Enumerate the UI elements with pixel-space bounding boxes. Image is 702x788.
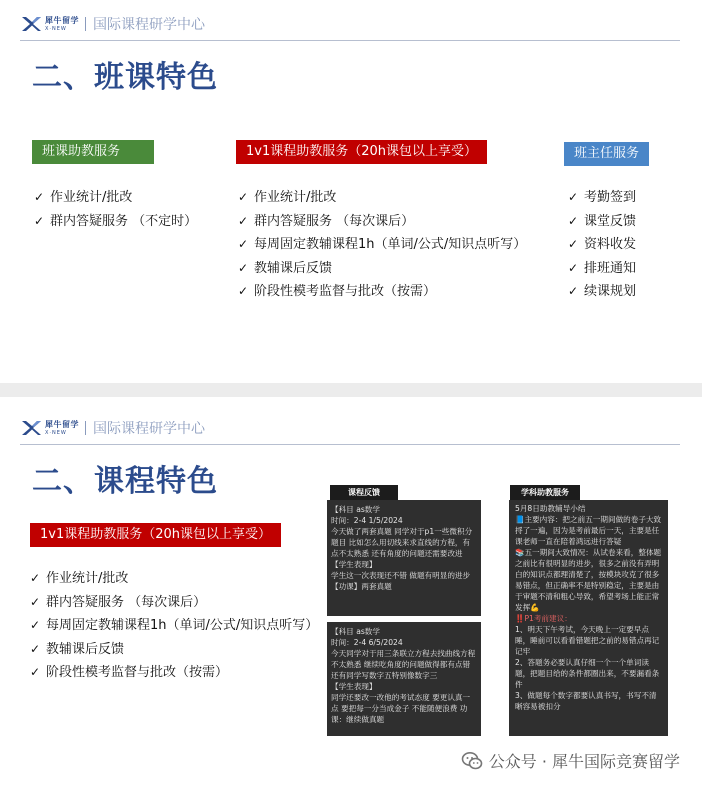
- wechat-icon: [461, 750, 483, 772]
- card-line: 【学生表现】: [331, 682, 377, 691]
- header-rule: [20, 444, 680, 445]
- card-line: 学生这一次表现还不错 做题有明显的进步: [331, 571, 471, 580]
- feedback-label: 课程反馈: [330, 485, 398, 500]
- rhino-logo-icon: [20, 419, 42, 437]
- card-line: ‼️P1考前建议：: [515, 614, 572, 623]
- check-icon: ✓: [30, 618, 41, 632]
- feedback-card-2: [327, 622, 481, 736]
- list-item: ✓ 资料收发: [568, 233, 636, 257]
- slide-course-features: [0, 397, 702, 788]
- check-icon: ✓: [568, 213, 579, 228]
- list-item: ✓ 作业统计/批改: [30, 567, 318, 591]
- check-icon: ✓: [34, 190, 45, 204]
- logo-en-text: X·NEW: [45, 25, 67, 32]
- list-item: ✓ 群内答疑服务 （每次课后）: [238, 210, 526, 234]
- rhino-logo-icon: [20, 15, 42, 33]
- check-icon: ✓: [34, 213, 45, 228]
- card-line: 时间：2-4 1/5/2024: [331, 516, 403, 525]
- check-icon: ✓: [568, 190, 579, 204]
- card-line: 时间：2-4 6/5/2024: [331, 638, 403, 647]
- logo-cn-text: 犀牛留学: [45, 15, 79, 25]
- list-item: ✓ 每周固定教辅课程1h（单词/公式/知识点听写）: [30, 614, 318, 638]
- card-line: 2、答题务必要认真仔细一个一个单词读题，把题目给的条件都圈出来，不要漏看条件: [515, 658, 660, 689]
- header-rule: [20, 40, 680, 41]
- check-icon: ✓: [30, 594, 41, 609]
- tag-1v1-assistant: 1v1课程助教服务（20h课包以上享受）: [30, 523, 281, 547]
- check-icon: ✓: [30, 571, 41, 585]
- card-line: 📚五一期间大致情况：从试卷来看，整体题之前比有很明显的进步，很多之前没有弄明白的知识点都理清楚了，按模块攻克了很多易错点，但正确率不是特别稳定，主要是由于审题不清和粗心导致，希望考场上能正常发挥💪: [515, 548, 662, 612]
- list-item: ✓ 教辅课后反馈: [30, 638, 318, 662]
- tag-1v1-assistant: 1v1课程助教服务（20h课包以上享受）: [236, 140, 487, 164]
- section-title: 国际课程研学中心: [93, 17, 205, 33]
- list-item: ✓ 每周固定教辅课程1h（单词/公式/知识点听写）: [238, 233, 526, 257]
- brand-header: [20, 13, 205, 35]
- summary-label: 学科助教服务: [510, 485, 580, 500]
- list-item: ✓ 教辅课后反馈: [238, 257, 526, 281]
- 1v1-assistant-list: [238, 186, 526, 304]
- logo-divider: [85, 421, 86, 435]
- list-item: ✓ 课堂反馈: [568, 210, 636, 234]
- check-icon: ✓: [238, 213, 249, 228]
- class-assistant-list: [34, 186, 197, 233]
- watermark-text: 公众号 · 犀牛国际竞赛留学: [488, 752, 680, 771]
- check-icon: ✓: [238, 260, 249, 275]
- list-item: ✓ 考勤签到: [568, 186, 636, 210]
- watermark: [461, 749, 680, 772]
- card-line: 📘主要内容：把之前五一期间做的卷子大致捋了一遍，因为是考前最后一天，主要是任课老师一直在陪着鸿远进行答疑: [515, 515, 662, 546]
- summary-card: [509, 500, 668, 736]
- list-item: ✓ 阶段性模考监督与批改（按需）: [30, 661, 318, 685]
- tag-head-teacher: 班主任服务: [564, 142, 649, 166]
- card-line: 今天做了两套真题 同学对于p1一些微积分题目 比如怎么用切线来求直线的方程，有点不太熟悉 还有角度的问题还需要改进: [331, 527, 473, 558]
- logo-en-text: X·NEW: [45, 429, 67, 436]
- page-heading: 二、课程特色: [32, 464, 218, 499]
- check-icon: ✓: [238, 284, 249, 298]
- tag-class-assistant: 班课助教服务: [32, 140, 154, 164]
- list-item: ✓ 阶段性模考监督与批改（按需）: [238, 280, 526, 304]
- card-line: 【功课】两套真题: [331, 582, 392, 591]
- list-item: ✓ 排班通知: [568, 257, 636, 281]
- feedback-card-1: [327, 500, 481, 616]
- card-line: 同学还要改一改他的考试态度 要更认真一点 要把每一分当成金子 不能随便浪费 功课：继续做真题: [331, 693, 471, 724]
- list-item: ✓ 群内答疑服务 （不定时）: [34, 210, 197, 234]
- card-line: 【学生表现】: [331, 560, 377, 569]
- list-item: ✓ 作业统计/批改: [238, 186, 526, 210]
- check-icon: ✓: [568, 237, 579, 251]
- card-line: 1、明天下午考试，今天晚上一定要早点睡，睡前可以看看错题把之前的易错点再记记牢: [515, 625, 660, 656]
- check-icon: ✓: [30, 665, 41, 679]
- slide-class-features: [0, 0, 702, 383]
- check-icon: ✓: [30, 641, 41, 656]
- logo-divider: [85, 17, 86, 31]
- check-icon: ✓: [238, 190, 249, 204]
- card-line: 5月8日助教辅导小结: [515, 504, 586, 513]
- card-line: 今天同学对于用三条联立方程去找曲线方程不太熟悉 继续吃角度的问题做得都有点错 还有同学写数字五特别像数字三: [331, 649, 476, 680]
- list-item: ✓ 群内答疑服务 （每次课后）: [30, 591, 318, 615]
- logo-cn-text: 犀牛留学: [45, 419, 79, 429]
- list-item: ✓ 续课规划: [568, 280, 636, 304]
- check-icon: ✓: [568, 260, 579, 275]
- check-icon: ✓: [238, 237, 249, 251]
- check-icon: ✓: [568, 284, 579, 298]
- slide-gap: [0, 383, 702, 397]
- card-line: 【科目 as数学: [331, 627, 380, 636]
- brand-header: [20, 417, 205, 439]
- head-teacher-list: [568, 186, 636, 304]
- 1v1-assistant-list: [30, 567, 318, 685]
- section-title: 国际课程研学中心: [93, 421, 205, 437]
- card-line: 【科目 as数学: [331, 505, 380, 514]
- list-item: ✓ 作业统计/批改: [34, 186, 197, 210]
- page-heading: 二、班课特色: [32, 60, 218, 95]
- card-line: 3、做题每个数字都要认真书写，书写不清晰容易被扣分: [515, 691, 657, 711]
